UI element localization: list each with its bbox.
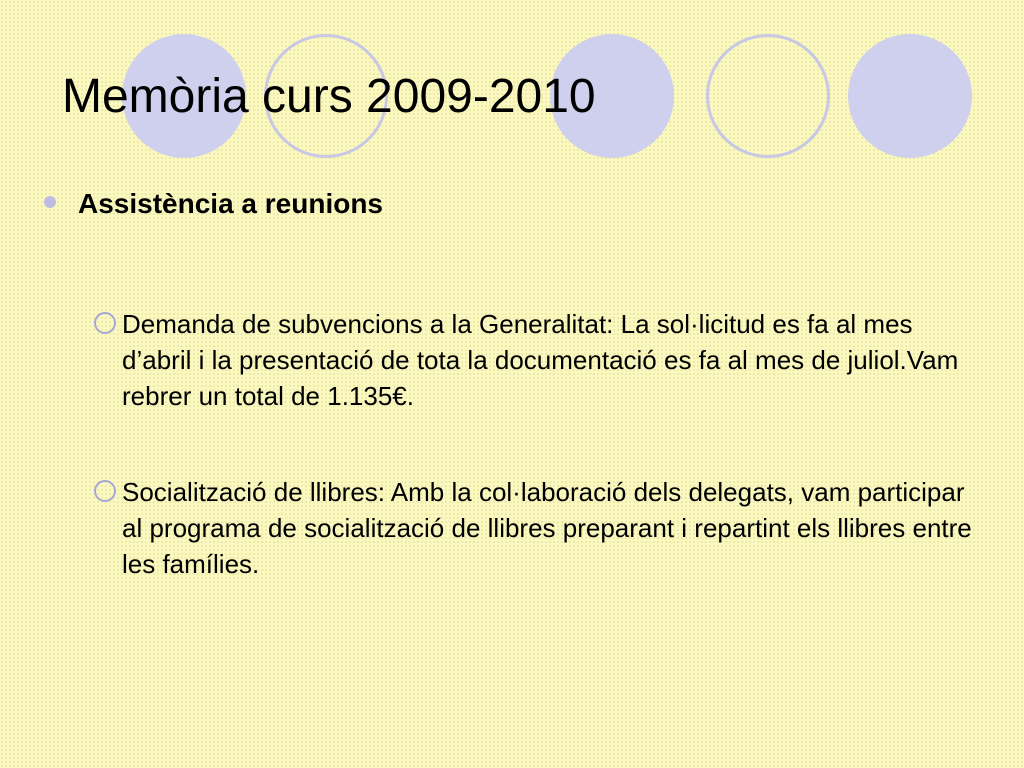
ring-bullet-icon [94,312,116,334]
list-item-socialitzacio: Socialització de llibres: Amb la col·laboració dels delegats, vam participar al programa de socialització de llibres preparant i repartint els llibres entre les famílies. [122,477,972,579]
section-heading: Assistència a reunions [78,188,384,219]
filled-bullet-icon [44,196,56,208]
ring-bullet-icon [94,480,116,502]
decorative-circle-4 [706,34,830,158]
list-item-subvencions: Demanda de subvencions a la Generalitat: La sol·licitud es fa al mes d’abril i la presentació de tota la documentació es fa al mes de juliol.Vam rebrer un total de 1.135€. [122,309,959,411]
decorative-circle-5 [848,34,972,158]
slide-title: Memòria curs 2009-2010 [62,70,596,123]
